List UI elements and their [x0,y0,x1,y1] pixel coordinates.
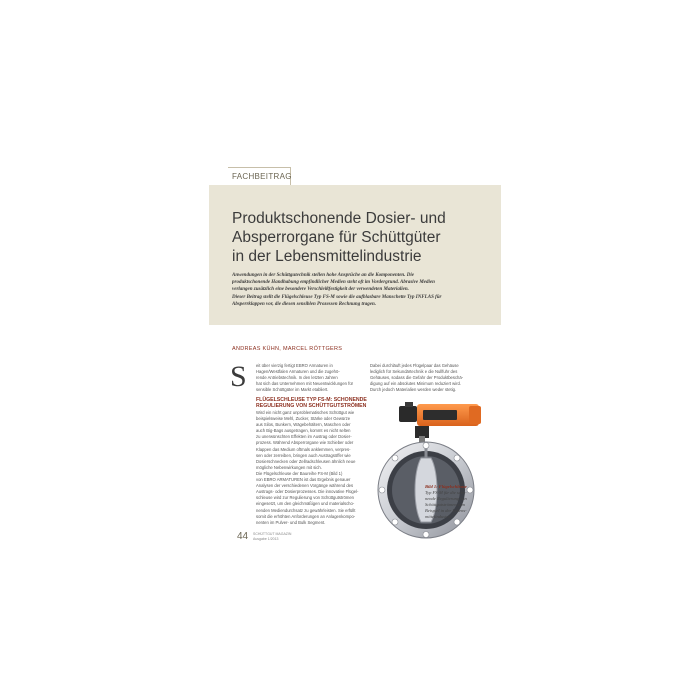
drop-cap: S [230,360,247,393]
body-line: lediglich für Sekundärtechnik e die Nullfuhr des [370,369,458,375]
intro-line: Anwendungen in der Schüttgutechnik stellen hohe Ansprüche an die Komponenten. Die [232,273,414,278]
intro-line: Absperrklappen vor, die diesen sensiblen Prozessen Rechnung tragen. [232,301,377,307]
figure-caption [425,484,500,520]
body-line: zu unerwünschten Effekten im Austrag oder Dosier- [256,434,352,440]
caption-line: mittelindustrie [425,514,452,519]
intro-line: produktschonende Handhabung empfindlicher Medien steht oft im Vordergrund. Abrasive Medien [232,280,435,286]
body-line: nenden Mediendurchsatz zu gewährleisten. Sie erfüllt [256,507,356,513]
body-line: schleuse wird zur Regulierung von Schüttgutströmen [256,495,354,501]
body-line: Gehäuses, sodass die Gefahr der Produktbeschä- [370,375,464,381]
body-line: Durch jedoch Materialien werden weder stetig. [370,387,457,393]
body-line: Dosierschnecken oder Zellradschleusen ähnlich neue [256,458,356,464]
article-title [232,209,494,266]
body-line: Die Flügelschleuse der Baureihe FS-M (Bild 1) [256,470,343,476]
title-line: Absperrorgane für Schüttgüter [232,229,441,246]
body-column-right [370,363,486,393]
magazine-footer [253,532,291,541]
title-line: Produktschonende Dosier- und [232,210,446,227]
body-line: mögliche Nebenwirkungen mit sich. [256,464,322,470]
body-line: Klappen das Medium oftmals anklemmen, verpres- [256,446,351,452]
body-line: hat sich das Unternehmen mit Neuentwicklungen für [256,381,354,387]
body-line: eit über vierzig fertigt EBRO Armaturen in [256,363,333,368]
body-line: auch Big-Bags ausgetragen, kommt es nicht selten [256,428,351,434]
caption-line: nende Regulierung von [425,496,467,501]
valve-actuator [399,402,481,446]
caption-line: Schüttgutströmen zum [425,502,465,507]
intro-line: Dieser Beitrag stellt die Flügelschleuse Typ FS-M sowie die aufblasbare Manschette Typ INFLAS für [232,294,442,300]
body-line: nenten im Pulver- und Bulk Segment. [256,519,326,525]
title-line: in der Lebensmittelindustrie [232,248,422,265]
body-line: prozess. Während Absperrorgane wie Schieber oder [256,440,354,446]
body-line: Wird ein nicht ganz unproblematisches Schüttgut wie [256,410,355,415]
body-line: rende Antriebstechnik. In den letzten Jahren [256,375,338,381]
body-line: Hagen/Westfalen Armaturen und die zugehö- [256,369,340,375]
body-line: eingesetzt, um den gleichmäßigen und materialscho- [256,501,355,507]
body-line: von EBRO ARMATUREN ist das Ergebnis genauer [256,477,351,483]
body-line: Austrags- oder Dosierprozesses. Die innovative Flügel- [256,489,359,495]
caption-label: Bild 1: Flügelschleuse [425,484,467,489]
article-intro [232,272,494,308]
body-line: somit die erhöhten Anforderungen an Anlagenkompo- [256,513,356,519]
body-line: sen oder zerreiben, bringen auch Austragsöffer wie [256,452,351,458]
magazine-line: SCHÜTTGUT MAGAZIN [253,532,292,536]
caption-line: Typ FS-M für die scho- [425,490,467,495]
magazine-line: Ausgabe 1/2013 [253,536,279,541]
page-number: 44 [237,531,249,542]
authors: ANDREAS KÜHN, MARCEL RÖTTGERS [232,346,343,352]
body-column-intro [256,363,366,393]
section-subheading [256,397,368,409]
body-line: digung auf ein absolutes Minimum reduziert wird. [370,381,462,387]
body-column-main [256,410,368,526]
body-line: Dabei durchläuft jedes Flügelpaar das Gehäuse [370,363,459,368]
intro-line: verlangen zusätzlich eine besondere Verschleißfestigkeit der verwendeten Materialien. [232,287,409,293]
body-line: sensible Schüttgüter im Markt etabliert. [256,387,329,393]
category-label: FACHBEITRAG [232,172,292,181]
subhead-line: FLÜGELSCHLEUSE TYP FS-M: SCHONENDE [256,397,367,403]
body-line: aus Silos, Bunkern, Wägebehältern, Maschen oder [256,422,351,428]
butterfly-valve-image [369,402,499,542]
body-line: Analysen der verschiedenen Vorgänge während des [256,483,354,489]
caption-line: Beispiel in der Lebens- [425,508,467,513]
body-line: beispielsweise Mehl, Zucker, Stärke oder Gewürze [256,416,351,422]
subhead-line: REGULIERUNG VON SCHÜTTGUTSTRÖMEN [256,403,367,409]
